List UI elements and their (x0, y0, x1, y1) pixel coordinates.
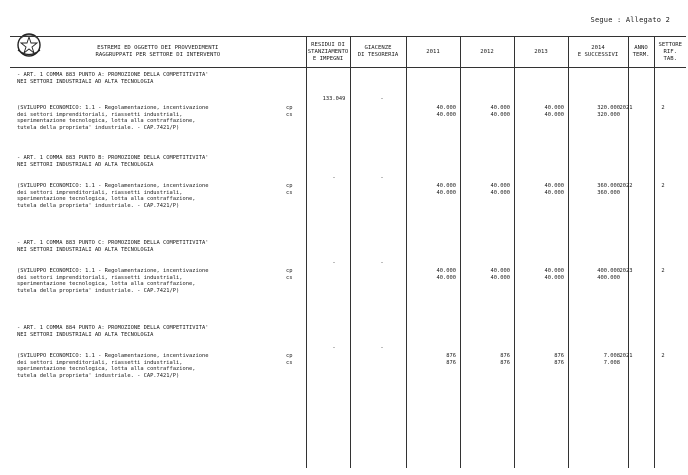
row-title: - ART. 1 COMMA 884 PUNTO A: PROMOZIONE DELLA COMPETITIVITA' NEI SETTORI INDUSTRIALI AD ALTA TECNOLOGIA (17, 325, 209, 338)
row-residui: 133.049 (322, 96, 346, 102)
row-title: - ART. 1 COMMA 883 PUNTO C: PROMOZIONE DELLA COMPETITIVITA' NEI SETTORI INDUSTRIALI AD ALTA TECNOLOGIA (17, 240, 209, 253)
row-residui: - (332, 175, 336, 181)
row-2013: 876 876 (554, 353, 564, 366)
row-anno: 2021 (619, 105, 633, 111)
row-description: (SVILUPPO ECONOMICO: 1.1 - Regolamentazione, incentivazione dei settori imprenditoriali, riassetti industriali, sperimentazione tecnologica, lotta alla contraffazione, tutela della proprieta' industriale. - CAP.7421/P) (17, 183, 209, 209)
table-header-row (10, 37, 686, 68)
row-residui: - (332, 345, 336, 351)
row-giacenze: - (380, 96, 384, 102)
row-anno: 2022 (619, 183, 633, 189)
row-2011: 40.000 40.000 (436, 268, 456, 281)
header-settore: SETTORE RIF. TAB. (654, 37, 686, 68)
row-cpcs: cp cs (286, 105, 293, 118)
row-settore: 2 (661, 183, 665, 189)
row-description: (SVILUPPO ECONOMICO: 1.1 - Regolamentazione, incentivazione dei settori imprenditoriali, riassetti industriali, sperimentazione tecnologica, lotta alla contraffazione, tutela della proprieta' industriale. - CAP.7421/P) (17, 105, 209, 131)
row-2012: 40.000 40.000 (490, 105, 510, 118)
row-2011: 876 876 (446, 353, 456, 366)
row-giacenze: - (380, 345, 384, 351)
row-cpcs: cp cs (286, 353, 293, 366)
row-giacenze: - (380, 260, 384, 266)
row-2012: 40.000 40.000 (490, 183, 510, 196)
row-anno: 2023 (619, 268, 633, 274)
row-description: (SVILUPPO ECONOMICO: 1.1 - Regolamentazione, incentivazione dei settori imprenditoriali, riassetti industriali, sperimentazione tecnologica, lotta alla contraffazione, tutela della proprieta' industriale. - CAP.7421/P) (17, 268, 209, 294)
row-settore: 2 (661, 268, 665, 274)
row-2011: 40.000 40.000 (436, 183, 456, 196)
row-anno: 2021 (619, 353, 633, 359)
row-2014: 360.000 360.000 (597, 183, 620, 196)
row-2013: 40.000 40.000 (544, 105, 564, 118)
row-2012: 876 876 (500, 353, 510, 366)
row-2014: 320.000 320.000 (597, 105, 620, 118)
row-2013: 40.000 40.000 (544, 183, 564, 196)
row-title: - ART. 1 COMMA 883 PUNTO A: PROMOZIONE DELLA COMPETITIVITA' NEI SETTORI INDUSTRIALI AD ALTA TECNOLOGIA (17, 72, 209, 85)
header-2013: 2013 (514, 37, 568, 68)
header-2012: 2012 (460, 37, 514, 68)
header-2011: 2011 (406, 37, 460, 68)
row-description: (SVILUPPO ECONOMICO: 1.1 - Regolamentazione, incentivazione dei settori imprenditoriali, riassetti industriali, sperimentazione tecnologica, lotta alla contraffazione, tutela della proprieta' industriale. - CAP.7421/P) (17, 353, 209, 379)
header-description: ESTREMI ED OGGETTO DEI PROVVEDIMENTI RAGGRUPPATI PER SETTORE DI INTERVENTO (10, 37, 306, 68)
header-2014: 2014 E SUCCESSIVI (568, 37, 628, 68)
row-cpcs: cp cs (286, 183, 293, 196)
row-2014: 400.000 400.000 (597, 268, 620, 281)
header-residui: RESIDUI DI STANZIAMENTO E IMPEGNI (306, 37, 350, 68)
header-anno: ANNO TERM. (628, 37, 654, 68)
header-giacenze: GIACENZE DI TESORERIA (350, 37, 406, 68)
row-residui: - (332, 260, 336, 266)
row-2012: 40.000 40.000 (490, 268, 510, 281)
row-2013: 40.000 40.000 (544, 268, 564, 281)
row-cpcs: cp cs (286, 268, 293, 281)
row-giacenze: - (380, 175, 384, 181)
row-2011: 40.000 40.000 (436, 105, 456, 118)
row-settore: 2 (661, 105, 665, 111)
row-title: - ART. 1 COMMA 883 PUNTO B: PROMOZIONE DELLA COMPETITIVITA' NEI SETTORI INDUSTRIALI AD ALTA TECNOLOGIA (17, 155, 209, 168)
row-settore: 2 (661, 353, 665, 359)
page-reference: Segue : Allegato 2 (590, 16, 670, 24)
row-2014: 7.008 7.008 (603, 353, 620, 366)
